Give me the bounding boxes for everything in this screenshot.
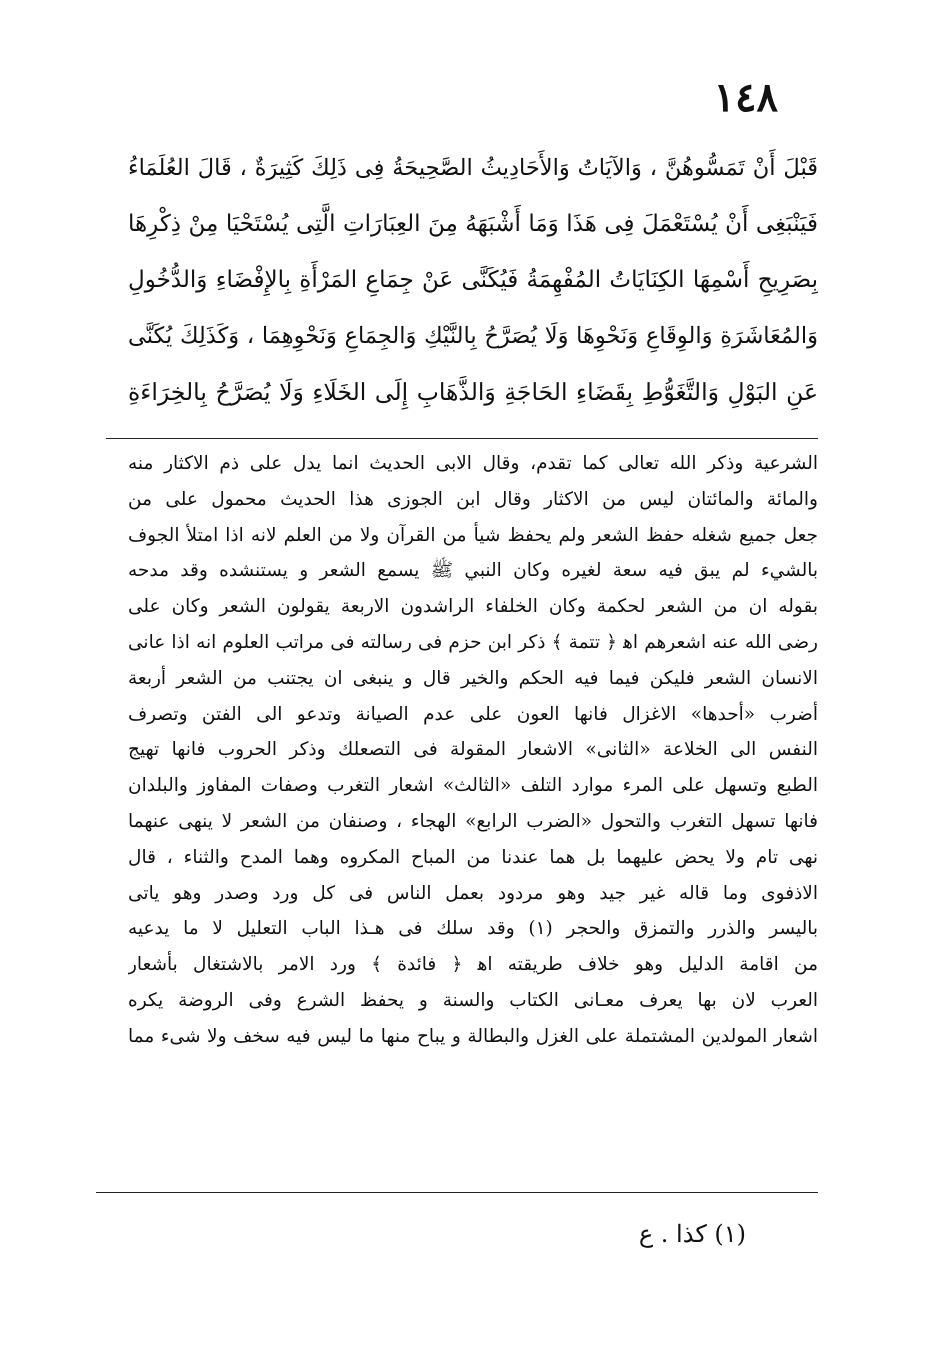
commentary-line: من اقامة الدليل وهو خلاف طريقته اﻫ ﴿ فائدة ﴾ ورد الامر بالاشتغال بأشعار bbox=[128, 954, 818, 976]
commentary-line: الشرعية وذكر الله تعالى كما تقدم، وقال الابى الحديث انما يدل على ذم الاكثار منه bbox=[128, 453, 818, 474]
main-text-line: قَبْلَ أَنْ تَمَسُّوهُنَّ ، وَالآيَاتُ وَالأَحَادِيثُ الصَّحِيحَةُ فِى ذَلِكَ كَثِيرَةٌ ، قَالَ العُلَمَاءُ bbox=[128, 155, 818, 181]
commentary-block bbox=[128, 446, 818, 1055]
commentary-line: اشعار المولدين المشتملة على الغزل والبطالة و يباح منها ما ليس فيه سخف ولا شىء مما bbox=[128, 1025, 818, 1047]
commentary-line: أضرب «أحدها» الاغزال فانها العون على عدم الصيانة وتدعو الى الفتن وتصرف bbox=[128, 703, 818, 725]
commentary-line: جعل جميع شغله حفظ الشعر ولم يحفظ شيأ من القرآن ولا من العلم لانه اذا امتلأ الجوف bbox=[128, 524, 818, 546]
commentary-line: العرب لان بها يعرف معـانى الكتاب والسنة و يحفظ الشرع وفى الروضة يكره bbox=[128, 989, 818, 1011]
commentary-line: الطبع وتسهل على المرء موارد التلف «الثالث» اشعار التغرب وصفات المفاوز والبلدان bbox=[128, 775, 818, 797]
main-text-line: بِصَرِيحِ أَسْمِهَا الكِنَايَاتُ المُفْهِمَةُ فَيُكَنَّى عَنْ جِمَاعِ المَرْأَةِ بِالإِفْضَاءِ وَالدُّخُولِ bbox=[128, 267, 818, 293]
commentary-line: رضى الله عنه اشعرهم اﻫ ﴿ تتمة ﴾ ذكر ابن حزم فى رسالته فى مراتب العلوم انه اذا عانى bbox=[128, 631, 818, 653]
commentary-line: فانها تسهل التغرب والتحول «الضرب الرابع» الهجاء ، وصنفان من الشعر لا ينهى عنهما bbox=[128, 810, 818, 832]
main-text-line: وَالمُعَاشَرَةِ وَالوِقَاعِ وَنَحْوِهَا وَلَا يُصَرَّحُ بِالنَّيْكِ وَالجِمَاعِ وَنَحْوِهِمَا ، وَكَذَلِكَ يُكَنَّى bbox=[128, 323, 818, 349]
commentary-line: بقوله ان من الشعر لحكمة وكان الخلفاء الراشدون الاربعة يقولون الشعر وكان على bbox=[128, 596, 818, 618]
main-text-line: فَيَنْبَغِى أَنْ يُسْتَعْمَلَ فِى هَذَا وَمَا أَشْبَهَهُ مِنَ العِبَارَاتِ الَّتِى يُسْتَحْيَا مِنْ ذِكْرِهَا bbox=[128, 211, 818, 237]
main-text-line: عَنِ البَوْلِ وَالتَّغَوُّطِ بِقَضَاءِ الحَاجَةِ وَالذَّهَابِ إِلَى الخَلَاءِ وَلَا يُصَرَّحُ بِالخِرَاءَةِ bbox=[128, 378, 818, 406]
main-text-divider bbox=[106, 438, 818, 439]
commentary-line: والمائة والمائتان ليس من الاكثار وقال ابن الجوزى هذا الحديث محمول على من bbox=[128, 488, 818, 510]
commentary-line: الاذفوى وما قاله غير جيد وهو مردود بعمل الناس فى كل ورد وصدر وهو ياتى bbox=[128, 882, 818, 904]
commentary-line: الانسان الشعر فليكن فيما فيه الحكم والخير قال و ينبغى ان يجتنب من الشعر أربعة bbox=[128, 667, 818, 689]
commentary-line: باليسر والذرر والتمزق والحجر (١) وقد سلك فى هـذا الباب التعليل لا ما يدعيه bbox=[128, 918, 818, 940]
page-number: ١٤٨ bbox=[713, 74, 778, 121]
main-text-block bbox=[128, 140, 818, 420]
commentary-line: بالشيء لم يبق فيه سعة لغيره وكان النبي ﷺ يسمع الشعر و يستنشده وقد مدحه bbox=[128, 560, 818, 582]
commentary-line: النفس الى الخلاعة «الثانى» الاشعار المقولة فى التصعلك وذكر الحروب فانها تهيج bbox=[128, 739, 818, 761]
footnote: (١) كذا . ع bbox=[638, 1220, 746, 1248]
commentary-line: نهى تام ولا يحض عليهما بل هما عندنا من المباح المكروه وهما المدح والثناء ، قال bbox=[128, 846, 818, 868]
footnote-divider bbox=[96, 1192, 818, 1193]
